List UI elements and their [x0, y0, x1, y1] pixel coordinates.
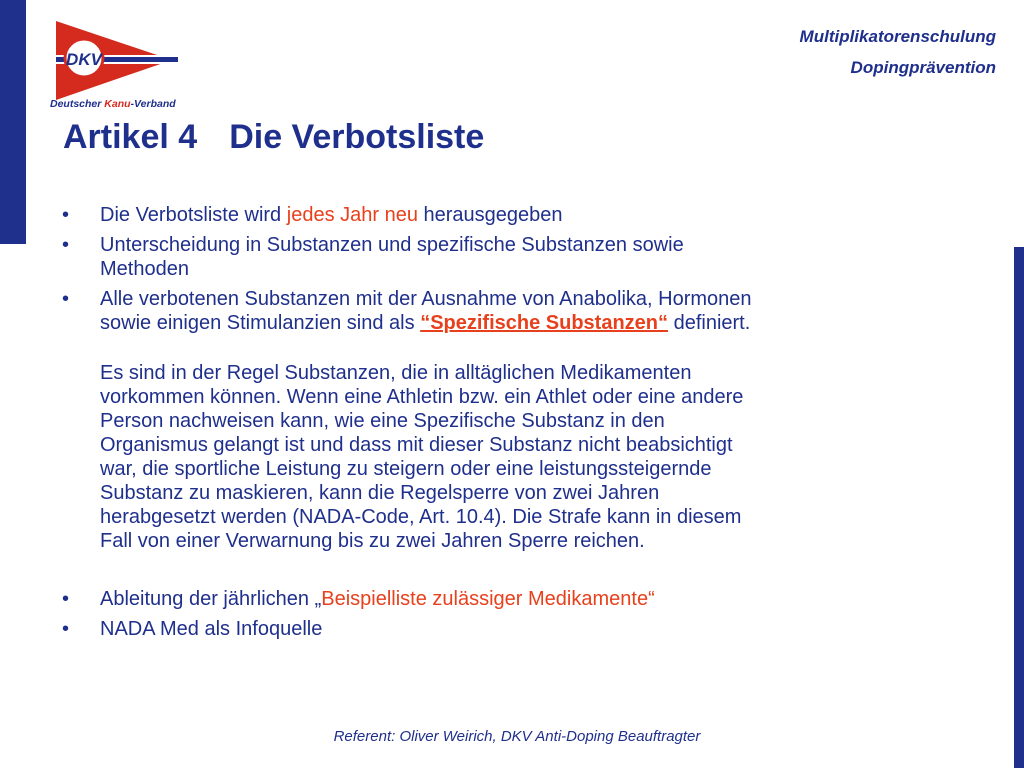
header-line1: Multiplikatorenschulung — [799, 27, 996, 46]
item3-line2: sowie einigen Stimulanzien sind als — [100, 312, 421, 334]
left-accent-bar — [0, 0, 26, 244]
item5-text: NADA Med als Infoquelle — [100, 618, 323, 640]
item1-highlight: jedes Jahr neu — [286, 204, 418, 226]
item2-line1: Unterscheidung in Substanzen und spezifische Substanzen sowie — [100, 234, 684, 256]
list-item — [60, 617, 960, 641]
paragraph-line: Es sind in der Regel Substanzen, die in alltäglichen Medikamenten — [100, 362, 692, 384]
bullet-dot: • — [62, 288, 70, 310]
footer-text: Referent: Oliver Weirich, DKV Anti-Doping Beauftragter — [333, 728, 701, 745]
logo-caption-part1: Deutscher — [50, 98, 105, 110]
title-text: Die Verbotsliste — [229, 118, 485, 156]
item2-line2: Methoden — [100, 258, 189, 280]
explanation-paragraph — [60, 361, 960, 553]
item1-text: Die Verbotsliste wird — [100, 204, 287, 226]
bullet-dot: • — [62, 234, 70, 256]
bullet-dot: • — [62, 588, 70, 610]
bullet-dot: • — [62, 204, 70, 226]
paragraph-line: Fall von einer Verwarnung bis zu zwei Jahren Sperre reichen. — [100, 530, 645, 552]
logo-caption-part3: -Verband — [130, 98, 176, 110]
logo-emblem-text: DKV — [66, 50, 102, 69]
item3-line1: Alle verbotenen Substanzen mit der Ausnahme von Anabolika, Hormonen — [100, 288, 752, 310]
list-item — [60, 203, 960, 227]
paragraph-line: vorkommen können. Wenn eine Athletin bzw. ein Athlet oder eine andere — [100, 386, 744, 408]
page-title — [63, 118, 484, 157]
header-right — [800, 21, 996, 83]
item3-line2-end: definiert. — [668, 312, 751, 334]
item3-highlight: “Spezifische Substanzen“ — [420, 312, 669, 334]
list-item — [60, 287, 960, 335]
logo-caption-part2: Kanu — [104, 98, 131, 110]
paragraph-line: Person nachweisen kann, wie eine Spezifische Substanz in den — [100, 410, 665, 432]
logo-caption — [50, 98, 176, 110]
paragraph-line: war, die sportliche Leistung zu steigern oder eine leistungssteigernde — [100, 458, 712, 480]
item4-text: Ableitung der jährlichen „ — [100, 588, 322, 610]
item1-text-end: herausgegeben — [417, 204, 563, 226]
footer — [0, 728, 1024, 745]
paragraph-line: Substanz zu maskieren, kann die Regelsperre von zwei Jahren — [100, 482, 660, 504]
list-item — [60, 587, 960, 611]
list-item — [60, 233, 960, 281]
item4-highlight: Beispielliste zulässiger Medikamente — [321, 588, 649, 610]
paragraph-line: Organismus gelangt ist und dass mit dieser Substanz nicht beabsichtigt — [100, 434, 733, 456]
right-accent-bar — [1014, 247, 1024, 768]
item4-quote: “ — [648, 588, 655, 610]
paragraph-line: herabgesetzt werden (NADA-Code, Art. 10.4). Die Strafe kann in diesem — [100, 506, 742, 528]
header-line2: Dopingprävention — [850, 58, 996, 77]
content-body — [60, 203, 960, 641]
title-number: Artikel 4 — [63, 118, 198, 156]
bullet-dot: • — [62, 618, 70, 640]
